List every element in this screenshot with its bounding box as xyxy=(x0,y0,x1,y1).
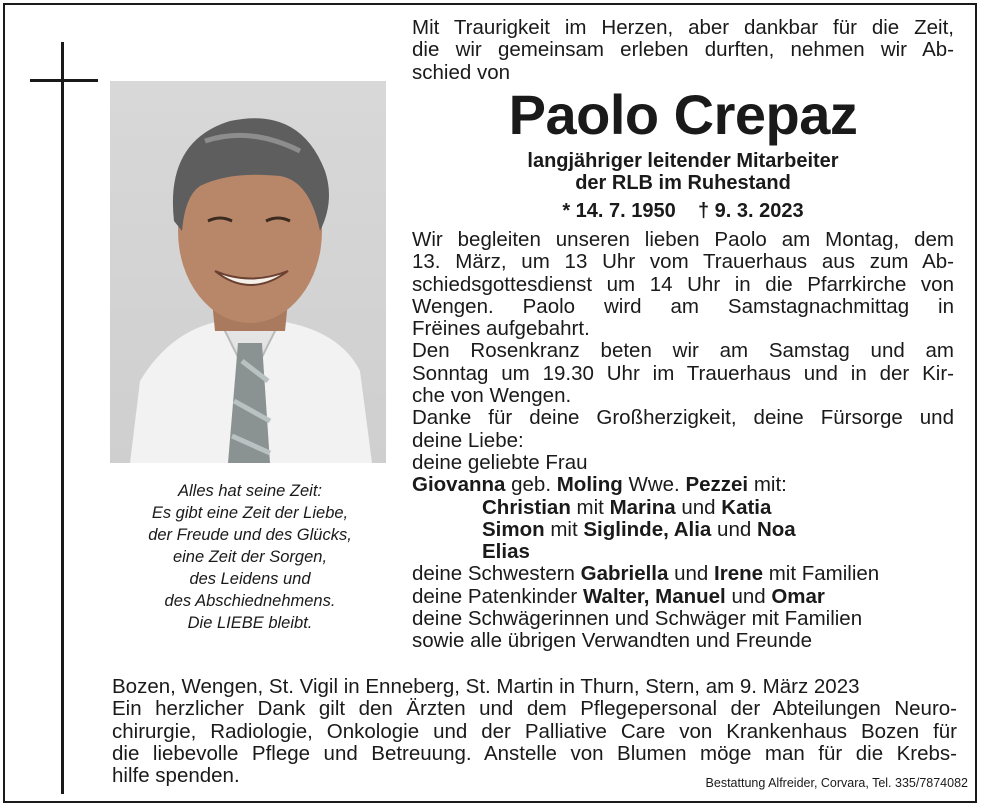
funeral-home-credit: Bestattung Alfreider, Corvara, Tel. 335/7874082 xyxy=(705,776,968,790)
rosary-line: che von Wengen. xyxy=(412,384,572,408)
places-line: Bozen, Wengen, St. Vigil in Enneberg, St. Martin in Thurn, Stern, am 9. März 2023 xyxy=(112,675,860,698)
role-line: der RLB im Ruhestand xyxy=(575,172,791,194)
closing-text xyxy=(112,676,957,787)
wife-line: Giovanna geb. Moling Wwe. Pezzei mit: xyxy=(412,473,787,497)
birth-date: * 14. 7. 1950 xyxy=(562,200,676,222)
poem-line: Alles hat seine Zeit: xyxy=(178,482,322,500)
death-date: † 9. 3. 2023 xyxy=(698,200,804,222)
deceased-role xyxy=(412,150,954,194)
intro-line: die wir gemeinsam erleben durften, nehmen wir Ab- xyxy=(412,38,954,62)
portrait-photo xyxy=(110,81,386,463)
funeral-line: 13. März, um 13 Uhr vom Trauerhaus aus zum Ab- xyxy=(412,250,954,274)
relative-line: deine Schwägerinnen und Schwäger mit Familien xyxy=(412,607,863,631)
funeral-line: Wir begleiten unseren lieben Paolo am Montag, dem xyxy=(412,228,954,251)
child-family-line: Simon mit Siglinde, Alia und Noa xyxy=(482,517,796,541)
thanks-line: Danke für deine Großherzigkeit, deine Fürsorge und xyxy=(412,406,954,430)
gratitude-line: chirurgie, Radiologie, Onkologie und der Palliative Care von Krankenhaus Bozen für xyxy=(112,719,957,743)
poem-line: des Leidens und xyxy=(189,570,311,588)
poem-line: der Freude und des Glücks, xyxy=(148,526,352,544)
relative-line: deine Schwestern Gabriella und Irene mit Familien xyxy=(412,562,880,586)
funeral-line: schiedsgottesdienst um 14 Uhr in die Pfarrkirche von xyxy=(412,272,954,296)
poem-line: eine Zeit der Sorgen, xyxy=(172,548,328,566)
child-family-line: Elias xyxy=(482,540,530,564)
intro-line: Mit Traurigkeit im Herzen, aber dankbar für die Zeit, xyxy=(412,16,954,39)
relative-line: deine Patenkinder Walter, Manuel und Omar xyxy=(412,584,825,608)
life-dates xyxy=(412,200,954,222)
intro-line: schied von xyxy=(412,60,511,84)
thanks-line: deine Liebe: xyxy=(412,428,524,452)
relative-line: sowie alle übrigen Verwandten und Freunde xyxy=(412,629,813,653)
intro-text xyxy=(412,17,954,84)
poem-line: Es gibt eine Zeit der Liebe, xyxy=(151,504,349,522)
children-list xyxy=(412,497,954,564)
role-line: langjähriger leitender Mitarbeiter xyxy=(527,150,839,172)
poem xyxy=(100,480,400,634)
cross-symbol xyxy=(30,42,98,794)
poem-line: des Abschiednehmens. xyxy=(164,592,336,610)
rosary-line: Den Rosenkranz beten wir am Samstag und am xyxy=(412,339,954,363)
child-family-line: Christian mit Marina und Katia xyxy=(482,495,772,519)
gratitude-line: hilfe spenden. xyxy=(112,764,240,788)
relatives-list xyxy=(412,563,954,652)
funeral-info xyxy=(412,229,954,653)
deceased-name: Paolo Crepaz xyxy=(508,83,858,146)
rosary-line: Sonntag um 19.30 Uhr im Trauerhaus und in der Kir- xyxy=(412,361,954,385)
wife-intro: deine geliebte Frau xyxy=(412,450,588,474)
poem-line: Die LIEBE bleibt. xyxy=(187,614,313,632)
gratitude-line: die liebevolle Pflege und Betreuung. Anstelle von Blumen möge man für die Krebs- xyxy=(112,741,957,765)
funeral-line: Frëines aufgebahrt. xyxy=(412,317,590,341)
funeral-line: Wengen. Paolo wird am Samstagnachmittag in xyxy=(412,294,954,318)
gratitude-line: Ein herzlicher Dank gilt den Ärzten und dem Pflegepersonal der Abteilungen Neuro- xyxy=(112,697,957,721)
